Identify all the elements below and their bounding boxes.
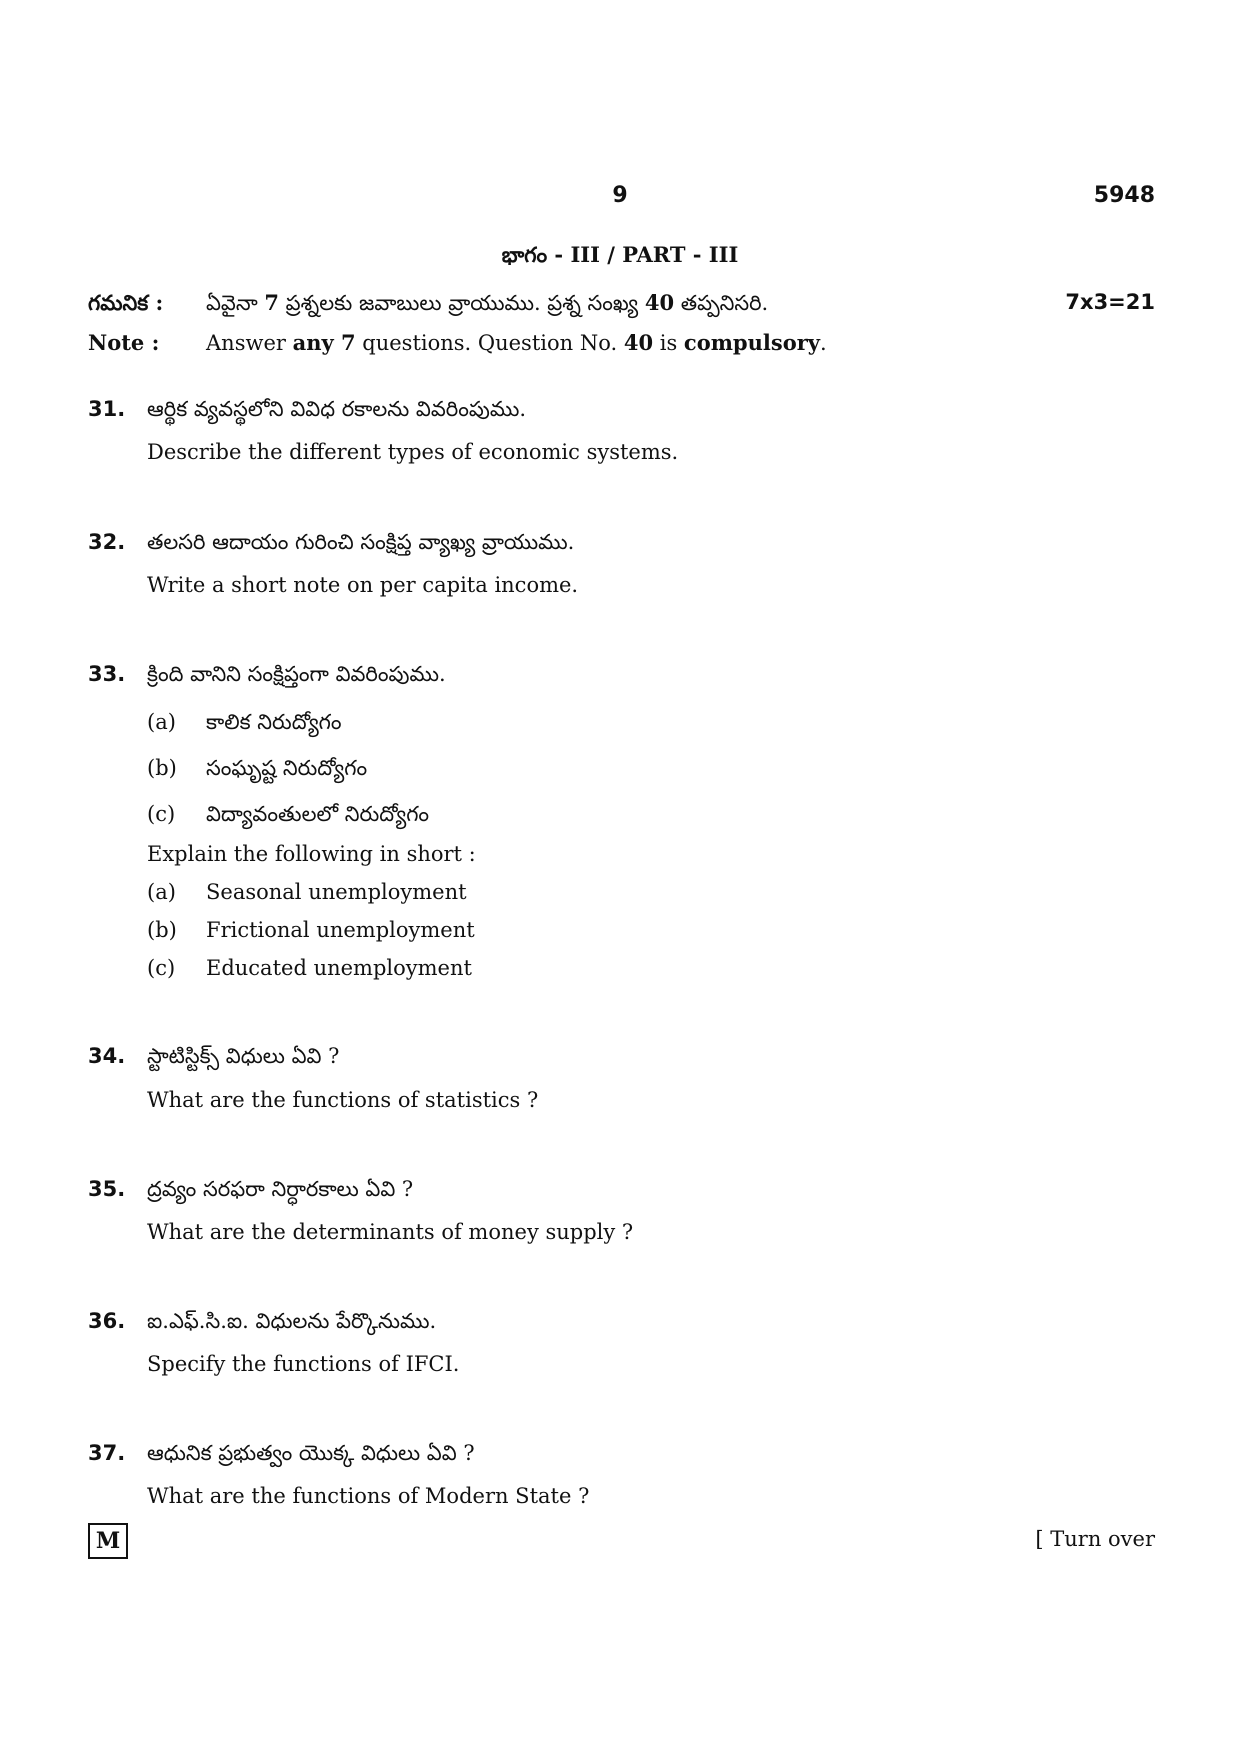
question-telugu: స్టాటిస్టిక్స్ విధులు ఏవి ? [147,1044,340,1068]
question-telugu: క్రింది వానిని సంక్షిప్తంగా వివరింపుము. [147,662,446,686]
sub-item-telugu-b: (b) సంఘృష్ట నిరుద్యోగం [147,756,368,780]
question-telugu: తలసరి ఆదాయం గురించి సంక్షిప్త వ్యాఖ్య వ్రాయుము. [147,530,575,554]
turn-over-text: [ Turn over [1035,1527,1155,1551]
sub-item-telugu-a: (a) కాలిక నిరుద్యోగం [147,710,342,734]
part-title: భాగం - III / PART - III [501,242,739,267]
question-english: Specify the functions of IFCI. [147,1352,460,1376]
question-number: 32. [88,530,126,554]
marks-allocation: 7x3=21 [1065,290,1155,314]
question-telugu: ఆర్థిక వ్యవస్థలోని వివిధ రకాలను వివరింపుము. [147,397,527,421]
telugu-note-text: ఏవైనా 7 ప్రశ్నలకు జవాబులు వ్రాయుము. ప్రశ్న సంఖ్య 40 తప్పనిసరి. [206,290,769,315]
english-note-label: Note : [88,330,160,355]
sub-item-english-c: (c) Educated unemployment [147,956,472,980]
question-english: Explain the following in short : [147,842,476,866]
page-number: 9 [612,183,628,208]
telugu-note-label: గమనిక : [88,290,164,315]
series-mark-box: M [88,1523,128,1559]
sub-item-english-a: (a) Seasonal unemployment [147,880,467,904]
question-number: 36. [88,1309,126,1333]
question-number: 33. [88,662,126,686]
question-number: 31. [88,397,126,421]
sub-item-telugu-c: (c) విద్యావంతులలో నిరుద్యోగం [147,802,430,826]
question-number: 34. [88,1044,126,1068]
question-english: Describe the different types of economic systems. [147,440,679,464]
sub-item-english-b: (b) Frictional unemployment [147,918,475,942]
english-note-text: Answer any 7 questions. Question No. 40 is compulsory. [206,330,827,355]
question-number: 35. [88,1177,126,1201]
question-telugu: ద్రవ్యం సరఫరా నిర్ధారకాలు ఏవి ? [147,1177,414,1201]
question-english: Write a short note on per capita income. [147,573,579,597]
question-english: What are the functions of statistics ? [147,1088,539,1112]
question-english: What are the determinants of money supply ? [147,1220,634,1244]
question-telugu: ఆధునిక ప్రభుత్వం యొక్క విధులు ఏవి ? [147,1441,475,1465]
question-telugu: ఐ.ఎఫ్.సి.ఐ. విధులను పేర్కొనుము. [147,1309,437,1333]
question-number: 37. [88,1441,126,1465]
question-english: What are the functions of Modern State ? [147,1484,590,1508]
paper-code: 5948 [1093,183,1155,208]
